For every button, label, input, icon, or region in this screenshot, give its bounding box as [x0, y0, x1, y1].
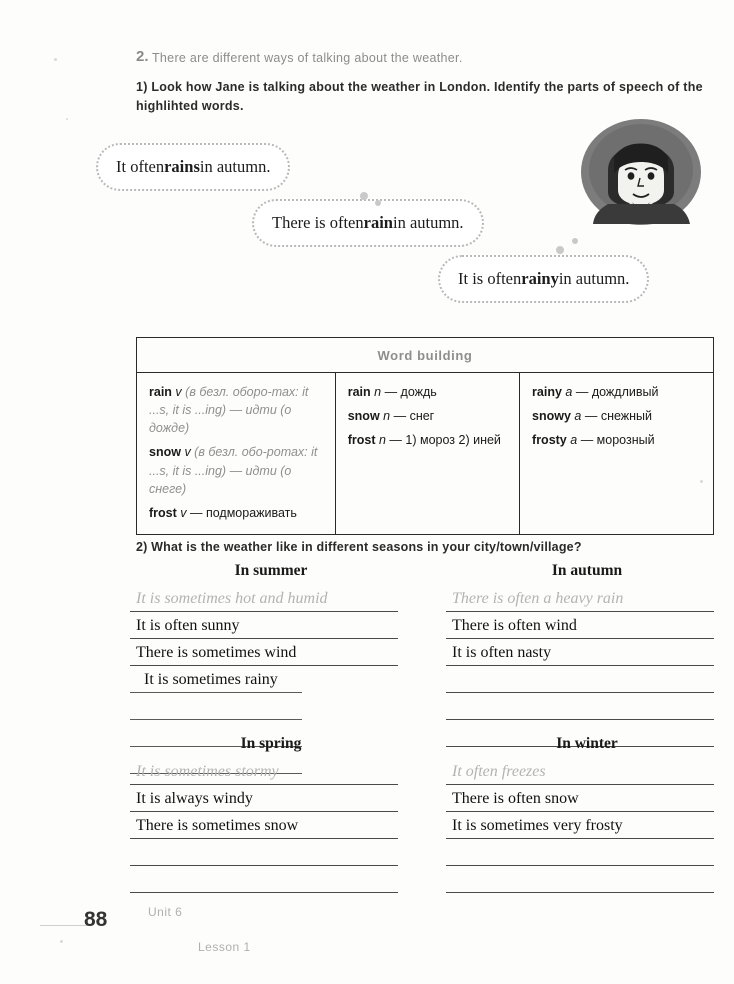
bubble-3-pre: It is often	[458, 269, 522, 288]
bubble-2-pre: There is often	[272, 213, 364, 232]
printed-example-autumn: There is often a heavy rain	[446, 585, 714, 612]
answer-line-summer-3[interactable]: It is sometimes rainy	[130, 666, 302, 693]
word-entry	[149, 504, 325, 522]
girl-portrait-icon	[580, 118, 702, 226]
answer-line-winter-2[interactable]: It is sometimes very frosty	[446, 812, 714, 839]
word-pos: n	[374, 385, 382, 399]
word-gloss: — морозный	[580, 433, 655, 448]
season-title-autumn: In autumn	[551, 562, 623, 579]
word-entry	[348, 383, 509, 401]
word-headword: frost	[347, 433, 376, 448]
bubble-tail-dot	[360, 192, 368, 200]
answer-line-summer-2[interactable]: There is sometimes wind	[130, 639, 398, 666]
footer-unit-label: Unit 6	[148, 905, 183, 919]
word-entry	[149, 443, 325, 497]
blank-line-winter-1[interactable]	[446, 839, 714, 866]
word-pos: n	[383, 409, 391, 424]
word-gloss: — подмораживать	[190, 505, 297, 520]
blank-line-autumn-1[interactable]	[446, 666, 714, 693]
bubble-2-keyword: rain	[363, 213, 393, 232]
blank-line-winter-2[interactable]	[446, 866, 714, 893]
bubble-tail-dot	[375, 200, 381, 206]
answer-line-winter-1[interactable]: There is often snow	[446, 785, 714, 812]
page-number: 88	[84, 908, 108, 931]
word-gloss: (в безл. оборо-тах: it ...s, it is ...ing) — идти (о дожде)	[149, 385, 309, 436]
answer-line-spring-1[interactable]: It is always windy	[130, 785, 398, 812]
speck	[54, 58, 57, 61]
blank-line-autumn-2[interactable]	[446, 693, 714, 720]
word-headword: snow	[347, 409, 380, 424]
answer-line-autumn-1[interactable]: There is often wind	[446, 612, 714, 639]
blank-line-spring-1[interactable]	[130, 839, 398, 866]
word-gloss: — снежный	[584, 409, 653, 424]
word-gloss: — дождь	[384, 385, 437, 399]
word-entry	[149, 383, 325, 437]
word-headword: rain	[149, 385, 172, 399]
word-pos: v	[180, 505, 187, 520]
task-statement: There are different ways of talking about the weather.	[152, 51, 463, 65]
word-building-title: Word building	[137, 338, 713, 373]
word-headword: rainy	[532, 385, 562, 399]
task-subinstruction-1: 1) Look how Jane is talking about the weather in London. Identify the parts of speech of the highlihted words.	[136, 80, 703, 113]
word-entry	[532, 431, 703, 449]
speech-bubble-2	[252, 199, 484, 247]
bubble-1-keyword: rains	[164, 157, 200, 176]
bubble-3-post: in autumn.	[558, 269, 630, 288]
word-building-column-verbs	[137, 373, 336, 534]
word-pos: a	[574, 409, 582, 424]
word-pos: v	[184, 445, 191, 460]
task-subinstruction-2: 2) What is the weather like in different seasons in your city/town/village?	[136, 540, 582, 554]
blank-line-summer-1[interactable]	[130, 693, 302, 720]
bubble-2-post: in autumn.	[392, 213, 464, 232]
word-gloss: — 1) мороз 2) иней	[389, 433, 501, 448]
word-gloss: — снег	[393, 409, 435, 424]
footer-lesson-label: Lesson 1	[198, 940, 251, 954]
task-number: 2.	[136, 48, 149, 65]
bubble-tail-dot	[556, 246, 564, 254]
word-gloss: — дождливый	[575, 385, 659, 399]
bubble-tail-dot	[572, 238, 578, 244]
answer-line-spring-2[interactable]: There is sometimes snow	[130, 812, 398, 839]
bubble-3-keyword: rainy	[521, 269, 559, 288]
speech-bubble-1	[96, 143, 290, 191]
word-entry	[348, 407, 509, 425]
word-pos: a	[565, 385, 573, 399]
word-building-table	[136, 337, 714, 535]
word-headword: frosty	[532, 433, 567, 448]
word-entry	[532, 383, 703, 401]
speck	[66, 118, 68, 120]
printed-example-spring: It is sometimes stormy	[130, 758, 398, 785]
answer-line-autumn-2[interactable]: It is often nasty	[446, 639, 714, 666]
word-entry	[348, 431, 509, 449]
word-headword: snow	[149, 445, 181, 460]
word-headword: frost	[149, 505, 177, 520]
answer-line-summer-1[interactable]: It is often sunny	[130, 612, 398, 639]
season-title-winter: In winter	[556, 735, 618, 752]
word-pos: v	[175, 385, 182, 399]
season-block-spring	[130, 735, 412, 893]
word-entry	[532, 407, 703, 425]
season-title-summer: In summer	[234, 562, 308, 579]
season-block-autumn	[446, 562, 728, 747]
word-pos: a	[570, 433, 578, 448]
word-building-column-adjectives	[520, 373, 713, 534]
word-gloss: (в безл. обо-ротах: it ...s, it is ...ing) — идти (о снеге)	[149, 445, 318, 496]
printed-example-summer: It is sometimes hot and humid	[130, 585, 398, 612]
bubble-1-post: in autumn.	[199, 157, 271, 176]
season-title-spring: In spring	[240, 735, 302, 752]
speck	[700, 480, 703, 483]
word-pos: n	[378, 433, 386, 448]
printed-example-winter: It often freezes	[446, 758, 714, 785]
word-headword: rain	[347, 385, 371, 399]
speck	[60, 940, 63, 943]
word-headword: snowy	[532, 409, 571, 424]
bubble-1-pre: It often	[116, 157, 165, 176]
word-building-column-nouns	[336, 373, 520, 534]
season-block-winter	[446, 735, 728, 893]
speech-bubble-3	[438, 255, 649, 303]
blank-line-spring-2[interactable]	[130, 866, 398, 893]
